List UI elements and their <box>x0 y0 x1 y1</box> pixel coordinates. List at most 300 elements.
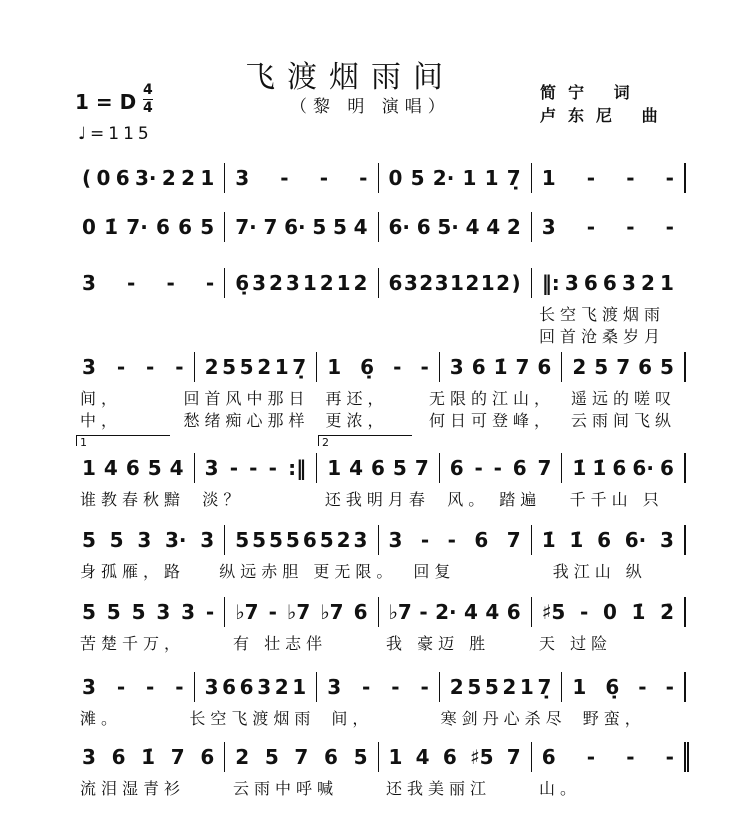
note: - <box>447 528 456 552</box>
measure <box>72 352 194 382</box>
note: ♭7 <box>320 600 344 624</box>
note: 1̇ <box>569 528 584 552</box>
note: 6· <box>284 215 306 239</box>
measure <box>224 163 377 193</box>
note: - <box>116 675 126 699</box>
note: ♭7 <box>286 600 311 624</box>
note: 3· <box>165 528 187 552</box>
note: 1̇ <box>572 456 587 480</box>
note: 1 <box>336 271 351 295</box>
note: 5 <box>147 456 162 480</box>
lyric-segment: 中， <box>80 411 123 430</box>
note: 1 <box>450 271 464 295</box>
note: 6̣ <box>235 271 250 295</box>
note: 3 <box>434 271 449 295</box>
note: 6 <box>371 456 385 480</box>
note: - <box>665 166 674 190</box>
note: 1 <box>388 745 403 769</box>
note: 7̣ <box>506 166 521 190</box>
note: 5 <box>200 215 215 239</box>
note: 3 <box>660 528 674 552</box>
note: ♯5 <box>469 745 494 769</box>
note: 7 <box>294 745 309 769</box>
note: 7 <box>506 745 521 769</box>
note: 6 <box>239 675 254 699</box>
note: 6 <box>125 456 140 480</box>
note: 2 <box>235 745 250 769</box>
time-bottom: 4 <box>143 100 153 116</box>
note: 5 <box>332 215 347 239</box>
note: 3 <box>200 528 215 552</box>
measure <box>439 453 562 483</box>
lyric-segment: 无限的江山， <box>428 389 555 408</box>
note: 6 <box>506 600 521 624</box>
note: 6 <box>449 456 464 480</box>
note: 7 <box>537 456 552 480</box>
note: 5 <box>660 355 674 379</box>
note: - <box>626 215 635 239</box>
note: 2 <box>496 271 511 295</box>
measure <box>224 268 377 298</box>
note: 6 <box>323 745 338 769</box>
measure <box>561 352 684 382</box>
lyric-segment: 苦楚千万， <box>80 634 186 653</box>
note: 2 <box>319 271 334 295</box>
note: 6 <box>537 355 552 379</box>
note: 6· <box>624 528 647 552</box>
lyric-segment: 谁教春秋黯 <box>80 490 186 509</box>
note: 7· <box>126 215 148 239</box>
note: 6 <box>474 528 489 552</box>
notation-row <box>72 525 686 555</box>
note: - <box>146 675 155 699</box>
note: 0 <box>388 166 403 190</box>
note: - <box>249 456 258 480</box>
note: - <box>586 215 596 239</box>
note: 4 <box>169 456 184 480</box>
note: 2 <box>572 355 587 379</box>
note: - <box>205 600 215 624</box>
lyric-segment: 滩。 <box>80 709 123 728</box>
note: 3 <box>353 528 368 552</box>
note: - <box>146 355 155 379</box>
note: 1̇ <box>631 600 646 624</box>
lyric-segment: 间， <box>80 389 123 408</box>
composer-credit: 卢东尼 曲 <box>540 106 670 125</box>
note: 7 <box>263 215 278 239</box>
note: - <box>362 675 371 699</box>
note: 1̇ <box>592 456 607 480</box>
note: 4 <box>485 600 500 624</box>
note: 1̇ <box>141 745 156 769</box>
lyric-segment: 风。 踏遍 <box>447 490 542 509</box>
note: 6 <box>178 215 193 239</box>
lyric-line <box>72 302 684 325</box>
lyric-segment: 千千山 只 <box>569 490 664 509</box>
lyric-segment: 我江山 纵 <box>552 562 647 581</box>
measure <box>378 597 531 627</box>
note: - <box>268 600 277 624</box>
note: - <box>116 355 126 379</box>
note: 5 <box>235 528 250 552</box>
lyric-segment: 回首沧桑岁月 <box>539 327 666 346</box>
note: 3 <box>82 271 96 295</box>
note: 3 <box>327 675 342 699</box>
note: 2̇ <box>660 600 674 624</box>
note: 6̣ <box>360 355 375 379</box>
measure <box>72 163 224 193</box>
measure <box>531 597 684 627</box>
notation-row <box>72 672 686 702</box>
notation-row <box>72 352 686 382</box>
lyric-segment: 有 壮志伴 <box>233 634 328 653</box>
measure <box>561 453 684 483</box>
measure <box>72 525 224 555</box>
note: 1̇ <box>493 355 508 379</box>
note: - <box>127 271 136 295</box>
note: 4 <box>349 456 364 480</box>
note: 5 <box>285 528 300 552</box>
note: ) <box>511 271 521 295</box>
lyric-line <box>72 631 684 654</box>
note: 6 <box>115 166 130 190</box>
note: 7 <box>170 745 185 769</box>
lyric-segment: 流泪湿青衫 <box>80 779 186 798</box>
note: - <box>359 166 368 190</box>
lyric-segment: 我 豪迈 胜 <box>386 634 491 653</box>
lyric-segment: 间， <box>331 709 374 728</box>
lyric-segment: 回首风中那日 <box>183 389 310 408</box>
song-title: 飞渡烟雨间 <box>245 60 455 95</box>
measure <box>72 672 194 702</box>
measure <box>531 212 684 242</box>
measure <box>316 672 439 702</box>
time-signature <box>143 82 153 117</box>
note: 6 <box>660 456 674 480</box>
note: - <box>319 166 329 190</box>
note: 2 <box>257 355 272 379</box>
note: 3 <box>257 675 272 699</box>
measure <box>194 672 317 702</box>
note: 1 <box>541 166 556 190</box>
note: ♯5 <box>541 600 566 624</box>
measure <box>316 352 439 382</box>
note: 6 <box>416 215 431 239</box>
note: 6 <box>583 271 598 295</box>
note: 1 <box>572 675 587 699</box>
lyric-segment: 云雨中呼喊 <box>233 779 339 798</box>
time-top: 4 <box>143 82 153 98</box>
note: 5 <box>109 528 124 552</box>
note: 2 <box>502 675 517 699</box>
note: 5 <box>269 528 283 552</box>
lyric-segment: 还我明月春 <box>324 490 430 509</box>
note: 5 <box>222 355 237 379</box>
note: - <box>420 355 429 379</box>
lyric-line <box>72 559 684 582</box>
measure <box>378 268 531 298</box>
note: - <box>586 166 596 190</box>
lyric-line <box>72 386 684 409</box>
notation-row <box>72 268 684 298</box>
note: 4 <box>464 600 478 624</box>
volta-2: 2 <box>318 435 412 446</box>
lyric-segment: 身孤雁，路 <box>80 562 186 581</box>
lyricist-credit: 简宁 词 <box>540 83 642 102</box>
note: 3 <box>235 166 250 190</box>
note: - <box>420 528 430 552</box>
lyric-segment: 寒剑丹心杀尽 <box>440 709 567 728</box>
note: ‖: <box>541 271 560 295</box>
note: - <box>665 675 674 699</box>
note: - <box>175 675 184 699</box>
note: - <box>391 675 400 699</box>
lyric-segment <box>378 302 531 325</box>
note: 1 <box>82 456 96 480</box>
note: 3 <box>285 271 300 295</box>
notation-row <box>72 163 686 193</box>
note: 3 <box>621 271 636 295</box>
note: 0 <box>96 166 111 190</box>
note: - <box>175 355 184 379</box>
note: 1̇ <box>541 528 556 552</box>
note: 2 <box>161 166 176 190</box>
note: ♭7 <box>235 600 259 624</box>
lyric-line <box>72 408 684 431</box>
note: 3 <box>181 600 196 624</box>
lyric-segment <box>225 324 378 347</box>
note: 1 <box>302 271 317 295</box>
measure <box>531 163 684 193</box>
note: 6· <box>632 456 654 480</box>
note: 5 <box>312 215 327 239</box>
note: 7 <box>515 355 530 379</box>
note: - <box>166 271 175 295</box>
measure <box>72 453 194 483</box>
notation-row <box>72 742 689 772</box>
notation-row <box>72 453 686 483</box>
note: 5 <box>252 528 267 552</box>
note: 7 <box>616 355 631 379</box>
note: - <box>229 456 238 480</box>
note: 7̣ <box>292 355 307 379</box>
note: 6 <box>602 271 617 295</box>
note: 6 <box>302 528 317 552</box>
note: 5 <box>82 600 96 624</box>
measure <box>224 742 377 772</box>
lyric-segment: 野蛮， <box>582 709 646 728</box>
note: :‖ <box>288 456 307 480</box>
measure <box>378 163 531 193</box>
notation-row <box>72 212 684 242</box>
note: - <box>474 456 483 480</box>
note: 5 <box>264 745 279 769</box>
note: 3 <box>388 528 403 552</box>
note: 4 <box>465 215 480 239</box>
lyric-segment: 再还， <box>325 389 389 408</box>
note: - <box>638 675 647 699</box>
measure <box>531 525 684 555</box>
note: 2 <box>274 675 289 699</box>
note: 2 <box>449 675 464 699</box>
notation-row <box>72 597 686 627</box>
lyric-segment: 回复 <box>413 562 456 581</box>
note: 1 <box>327 456 342 480</box>
measure <box>224 212 377 242</box>
note: - <box>419 600 428 624</box>
note: - <box>205 271 215 295</box>
note: 6 <box>512 456 527 480</box>
note: 1 <box>327 355 342 379</box>
note: - <box>268 456 277 480</box>
note: 6̣ <box>605 675 620 699</box>
note: 3 <box>204 675 219 699</box>
lyric-line <box>72 487 684 510</box>
note: 5 <box>319 528 334 552</box>
note: - <box>586 745 596 769</box>
note: 5 <box>467 675 482 699</box>
measure <box>378 212 531 242</box>
note: 4 <box>415 745 430 769</box>
note: 3 <box>82 675 96 699</box>
note: 6 <box>111 745 126 769</box>
note: 2 <box>336 528 351 552</box>
note: 3 <box>541 215 556 239</box>
note: 2 <box>353 271 368 295</box>
lyric-segment: 云雨间飞纵 <box>571 411 677 430</box>
note: - <box>393 355 402 379</box>
note: 4 <box>353 215 368 239</box>
measure <box>378 742 531 772</box>
measure <box>439 672 562 702</box>
note: 3· <box>134 166 157 190</box>
measure <box>72 597 224 627</box>
measure <box>531 268 684 298</box>
note: 1 <box>519 675 534 699</box>
lyric-segment <box>378 324 531 347</box>
note: - <box>665 215 674 239</box>
lyric-segment: 纵远赤胆 更无限。 <box>219 562 398 581</box>
lyric-segment: 长空飞渡烟雨 <box>189 709 316 728</box>
note: 5 <box>353 745 368 769</box>
note: 1̇ <box>104 215 119 239</box>
lyric-segment: 更浓， <box>325 411 389 430</box>
note: 3 <box>82 745 96 769</box>
lyric-segment: 愁绪痴心那样 <box>183 411 310 430</box>
note: 3 <box>449 355 464 379</box>
note: 5 <box>106 600 121 624</box>
note: 3 <box>403 271 418 295</box>
key-signature: 1 = D <box>75 90 137 114</box>
lyric-line <box>72 776 684 799</box>
note: 3 <box>156 600 171 624</box>
note: 1 <box>660 271 674 295</box>
note: 1 <box>480 271 495 295</box>
note: 7̣ <box>537 675 552 699</box>
note: - <box>626 166 635 190</box>
note: 1 <box>484 166 499 190</box>
note: 6 <box>597 528 612 552</box>
measure <box>72 212 224 242</box>
measure <box>316 453 439 483</box>
note: 5 <box>82 528 96 552</box>
note: 2· <box>432 166 455 190</box>
note: 0 <box>602 600 617 624</box>
lyric-segment: 遥远的嗟叹 <box>571 389 677 408</box>
singer-credit: （黎 明 演唱） <box>290 97 451 117</box>
lyric-segment: 山。 <box>539 779 582 798</box>
note: 2 <box>419 271 434 295</box>
note: 5 <box>131 600 146 624</box>
note: 3 <box>204 456 219 480</box>
note: 0 <box>82 215 96 239</box>
note: - <box>579 600 589 624</box>
note: 6· <box>388 215 411 239</box>
note: 6 <box>442 745 457 769</box>
note: 6 <box>353 600 368 624</box>
note: 5 <box>392 456 407 480</box>
note: 2 <box>640 271 655 295</box>
lyric-segment: 天 过险 <box>539 634 613 653</box>
lyric-segment: 何日可登峰， <box>428 411 555 430</box>
note: 1 <box>462 166 477 190</box>
measure <box>72 742 224 772</box>
note: 3 <box>82 355 96 379</box>
measure <box>72 268 224 298</box>
note: 2 <box>506 215 521 239</box>
lyric-segment <box>72 302 225 325</box>
lyric-segment: 淡？ <box>202 490 245 509</box>
measure <box>224 597 377 627</box>
measure <box>194 352 317 382</box>
note: 3 <box>564 271 579 295</box>
note: 7 <box>414 456 429 480</box>
note: 5 <box>239 355 254 379</box>
measure <box>378 525 531 555</box>
lyric-segment: 还我美丽江 <box>386 779 492 798</box>
note: 6 <box>471 355 486 379</box>
note: 6 <box>612 456 627 480</box>
note: 5 <box>410 166 425 190</box>
measure <box>531 742 684 772</box>
note: - <box>493 456 502 480</box>
lyric-segment: 长空飞渡烟雨 <box>539 305 666 324</box>
note: - <box>665 745 674 769</box>
note: 6 <box>200 745 215 769</box>
note: 1 <box>200 166 215 190</box>
note: 5 <box>484 675 499 699</box>
lyric-segment <box>225 302 378 325</box>
volta-1: 1 <box>76 435 170 446</box>
note: 6 <box>638 355 653 379</box>
lyric-line <box>72 706 684 729</box>
lyric-line <box>72 324 684 347</box>
note: 1 <box>292 675 307 699</box>
lyric-segment <box>72 324 225 347</box>
note: 2 <box>204 355 219 379</box>
note: 5· <box>437 215 459 239</box>
note: 7· <box>235 215 257 239</box>
measure <box>224 525 377 555</box>
note: - <box>420 675 429 699</box>
measure <box>561 672 684 702</box>
note: 6 <box>156 215 170 239</box>
note: 6 <box>541 745 556 769</box>
note: 2 <box>269 271 283 295</box>
note: 6 <box>222 675 237 699</box>
note: 7 <box>506 528 521 552</box>
measure <box>439 352 562 382</box>
